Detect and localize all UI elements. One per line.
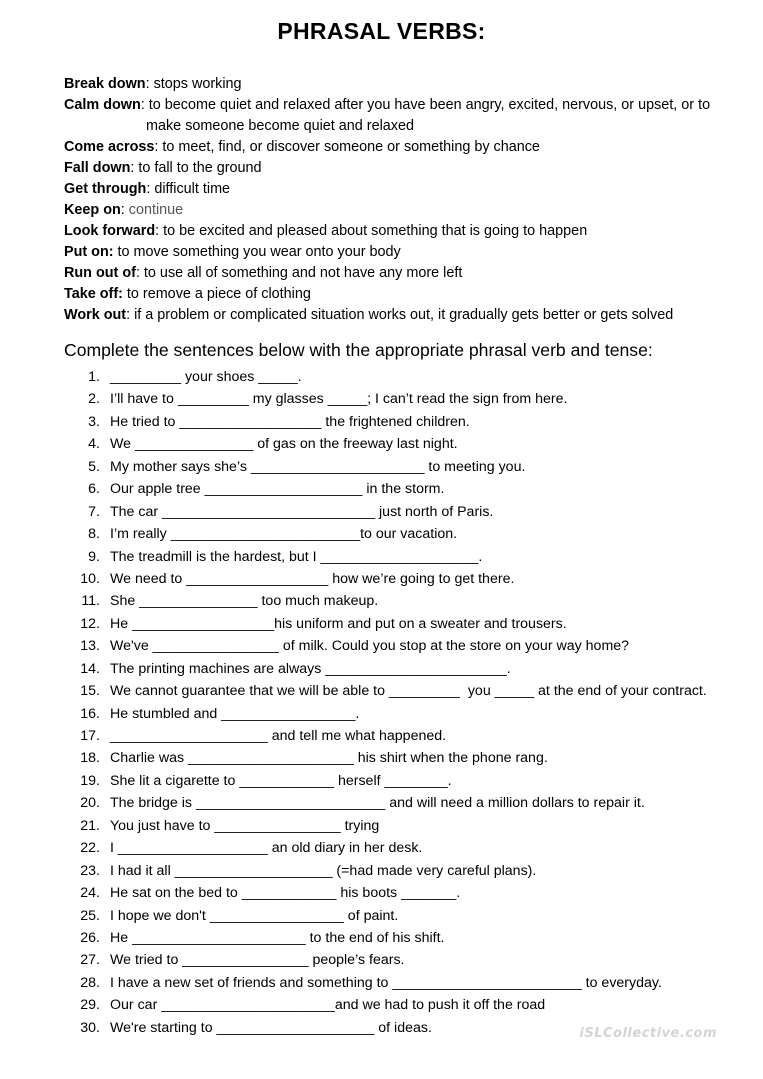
definition-separator: : — [155, 223, 160, 239]
definition-term: Work out — [64, 307, 127, 323]
exercise-item — [0, 411, 763, 433]
exercise-number: 6. — [88, 481, 100, 498]
definitions-list — [64, 74, 724, 326]
definition-meaning: if a problem or complicated situation works out, it gradually gets better or gets solved — [130, 307, 674, 323]
definition-separator: : — [135, 265, 140, 281]
definition-term: Come across — [64, 139, 155, 155]
exercise-item — [0, 792, 763, 814]
definition-separator: : — [130, 160, 135, 176]
exercise-sentence: I had it all ____________________ (=had made very careful plans). — [110, 862, 537, 879]
exercise-number: 26. — [80, 929, 100, 946]
exercise-number: 14. — [80, 660, 100, 677]
exercise-sentence: The treadmill is the hardest, but I ____________________. — [110, 548, 483, 565]
exercise-sentence: The bridge is ________________________ and will need a million dollars to repair it. — [110, 795, 645, 812]
exercise-item — [0, 703, 763, 725]
exercise-sentence: She _______________ too much makeup. — [110, 593, 379, 610]
exercise-sentence: I have a new set of friends and something to ________________________ to everyday. — [110, 974, 662, 991]
exercise-sentence: _________ your shoes _____. — [110, 369, 302, 385]
exercise-number: 16. — [80, 705, 100, 722]
definition-meaning: stops working — [149, 76, 242, 92]
exercise-sentence: You just have to ________________ trying — [110, 817, 380, 834]
definition-item — [64, 179, 724, 200]
exercise-item — [0, 478, 763, 500]
exercise-item — [0, 680, 763, 702]
exercise-sentence: Our car ______________________and we had to push it off the road — [110, 997, 546, 1014]
exercise-sentence: The car ___________________________ just north of Paris. — [110, 503, 494, 520]
definition-term: Keep on — [64, 202, 121, 218]
definition-separator: : — [140, 97, 145, 113]
definition-item — [64, 305, 724, 326]
exercise-item — [0, 613, 763, 635]
exercise-item — [0, 927, 763, 949]
definition-item — [64, 221, 724, 242]
definition-meaning: to remove a piece of clothing — [122, 286, 311, 302]
definition-item — [64, 95, 724, 137]
exercise-number: 5. — [88, 458, 100, 475]
exercise-number: 30. — [80, 1019, 100, 1036]
exercise-sentence: The printing machines are always _______________________. — [110, 660, 511, 677]
exercise-sentence: We cannot guarantee that we will be able to _________ you _____ at the end of your contract. — [110, 683, 707, 700]
exercise-sentence: Charlie was _____________________ his shirt when the phone rang. — [110, 750, 548, 767]
definition-item — [64, 137, 724, 158]
exercise-number: 17. — [80, 728, 100, 744]
definition-meaning: to fall to the ground — [134, 160, 262, 176]
exercise-item — [0, 635, 763, 657]
exercise-sentence: We need to __________________ how we’re going to get there. — [110, 570, 515, 587]
definition-term: Run out of — [64, 265, 136, 281]
definition-meaning: to become quiet and relaxed after you have been angry, excited, nervous, or upset, or to — [144, 97, 711, 113]
exercise-sentence: She lit a cigarette to ____________ herself ________. — [110, 772, 452, 789]
definition-item — [64, 158, 724, 179]
exercise-item — [0, 658, 763, 680]
definition-term: Fall down — [64, 160, 131, 176]
exercise-sentence: I’m really ________________________to our vacation. — [110, 526, 458, 543]
definition-item — [64, 74, 724, 95]
exercise-item — [0, 725, 763, 747]
definition-meaning: to meet, find, or discover someone or something by chance — [158, 139, 540, 155]
exercise-number: 28. — [80, 974, 100, 991]
exercise-number: 23. — [80, 862, 100, 879]
exercise-sentence: He ______________________ to the end of his shift. — [110, 929, 445, 946]
definition-separator: : — [154, 139, 159, 155]
exercise-number: 3. — [88, 413, 100, 430]
definition-meaning-continued: make someone become quiet and relaxed — [146, 118, 414, 134]
exercise-item — [0, 949, 763, 971]
exercise-number: 4. — [88, 436, 100, 453]
exercise-item — [0, 388, 763, 410]
definition-meaning: to move something you wear onto your body — [113, 244, 401, 260]
definition-term: Calm down — [64, 97, 141, 113]
exercise-sentence: We've ________________ of milk. Could you stop at the store on your way home? — [110, 638, 630, 655]
exercise-item — [0, 456, 763, 478]
definition-separator: : — [126, 307, 131, 323]
exercise-number: 11. — [81, 593, 100, 610]
exercise-number: 7. — [88, 503, 100, 520]
definition-meaning: difficult time — [150, 181, 231, 197]
exercise-item — [0, 815, 763, 837]
exercise-number: 15. — [80, 683, 100, 700]
exercise-item — [0, 546, 763, 568]
exercise-number: 18. — [80, 750, 100, 767]
exercise-item — [0, 568, 763, 590]
exercise-sentence: ____________________ and tell me what happened. — [110, 728, 447, 744]
exercise-number: 12. — [80, 615, 100, 632]
exercise-number: 9. — [88, 548, 100, 565]
definition-separator: : — [146, 181, 151, 197]
exercise-item — [0, 860, 763, 882]
definition-meaning: to be excited and pleased about something that is going to happen — [159, 223, 588, 239]
exercise-item — [0, 523, 763, 545]
exercise-sentence: He __________________his uniform and put on a sweater and trousers. — [110, 615, 567, 632]
definition-meaning: to use all of something and not have any more left — [139, 265, 463, 281]
exercise-number: 1. — [88, 369, 100, 385]
worksheet-title: PHRASAL VERBS: — [277, 18, 486, 44]
watermark-logo: iSLCollective.com — [579, 1026, 717, 1041]
exercise-item — [0, 994, 763, 1016]
exercise-item — [0, 433, 763, 455]
definition-term: Break down — [64, 76, 146, 92]
exercise-number: 24. — [80, 885, 100, 902]
exercise-number: 22. — [80, 840, 100, 857]
exercise-item — [0, 366, 763, 388]
exercise-sentence: He tried to __________________ the frightened children. — [110, 413, 470, 430]
exercise-list — [0, 366, 763, 1039]
instructions: Complete the sentences below with the appropriate phrasal verb and tense: — [64, 340, 653, 360]
exercise-item — [0, 905, 763, 927]
exercise-item — [0, 747, 763, 769]
definition-meaning: continue — [124, 202, 184, 218]
exercise-sentence: My mother says she’s ______________________ to meeting you. — [110, 458, 526, 475]
exercise-sentence: I hope we don't _________________ of paint. — [110, 907, 399, 924]
exercise-number: 21. — [80, 817, 100, 834]
definition-item — [64, 284, 724, 305]
exercise-number: 27. — [80, 952, 100, 969]
exercise-number: 29. — [80, 997, 100, 1014]
exercise-number: 19. — [80, 772, 100, 789]
definition-term: Look forward — [64, 223, 156, 239]
definition-item — [64, 242, 724, 263]
exercise-sentence: We tried to ________________ people’s fears. — [110, 952, 405, 969]
definition-item — [64, 263, 724, 284]
exercise-number: 20. — [80, 795, 100, 812]
exercise-number: 13. — [80, 638, 100, 655]
exercise-item — [0, 837, 763, 859]
exercise-item — [0, 882, 763, 904]
definition-term: Put on: — [64, 244, 114, 260]
exercise-item — [0, 501, 763, 523]
definition-item — [64, 200, 724, 221]
exercise-sentence: We're starting to ____________________ of ideas. — [110, 1019, 432, 1036]
exercise-number: 10. — [80, 570, 100, 587]
exercise-item — [0, 770, 763, 792]
definition-term: Take off: — [64, 286, 123, 302]
exercise-item — [0, 590, 763, 612]
exercise-sentence: He sat on the bed to ____________ his boots _______. — [110, 885, 461, 902]
exercise-sentence: We _______________ of gas on the freeway last night. — [110, 436, 458, 453]
exercise-number: 2. — [88, 391, 100, 408]
exercise-sentence: I’ll have to _________ my glasses _____; I can’t read the sign from here. — [110, 391, 568, 408]
exercise-sentence: Our apple tree ____________________ in the storm. — [110, 481, 445, 498]
definition-separator: : — [145, 76, 150, 92]
exercise-sentence: I ___________________ an old diary in her desk. — [110, 840, 423, 857]
definition-separator: : — [120, 202, 125, 218]
exercise-number: 25. — [80, 907, 100, 924]
exercise-number: 8. — [88, 526, 100, 543]
exercise-sentence: He stumbled and _________________. — [110, 705, 360, 722]
exercise-item — [0, 972, 763, 994]
definition-term: Get through — [64, 181, 147, 197]
